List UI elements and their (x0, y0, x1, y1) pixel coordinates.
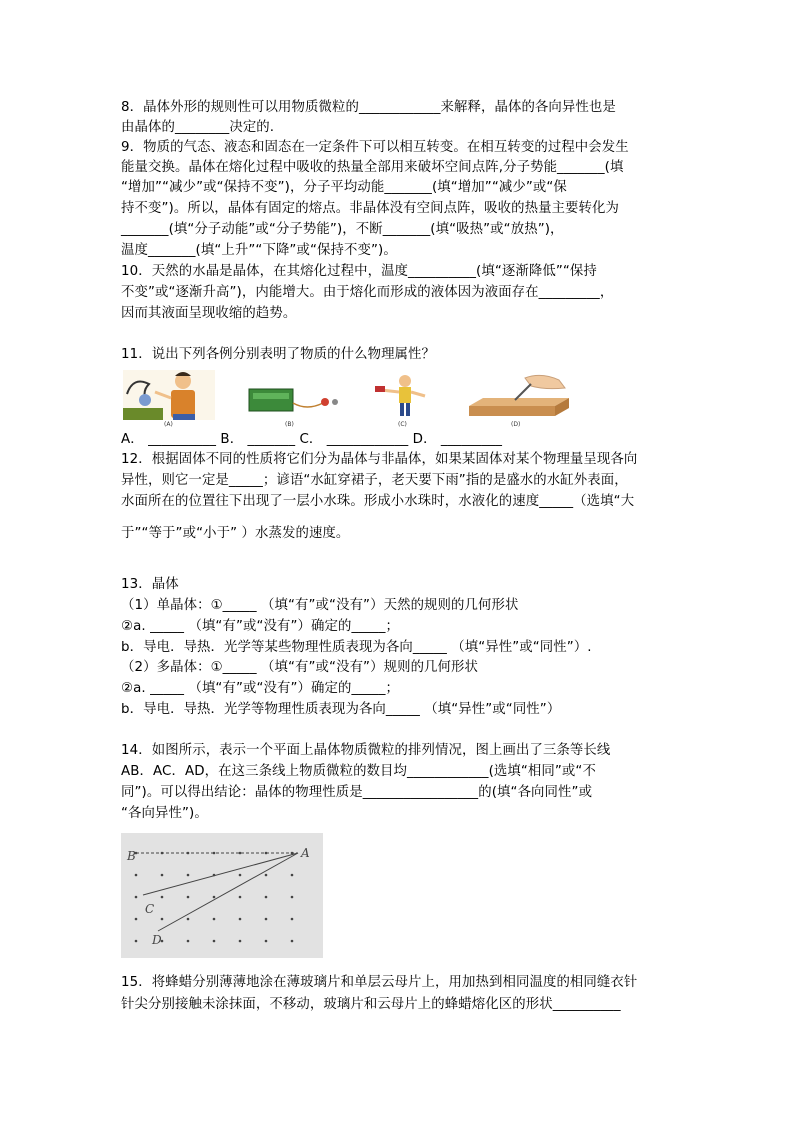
figure-a-caption: (A) (164, 421, 173, 428)
q13-line-5: ②a. _____ （填“有”或“没有”）确定的_____； (121, 681, 399, 696)
figure-d-caption: (D) (511, 421, 521, 428)
q13-line-6: b．导电．导热．光学等物理性质表现为各向_____ （填“异性”或“同性”） (121, 702, 561, 717)
figure-c-caption: (C) (398, 421, 407, 428)
q9-line-1: 9．物质的气态、液态和固态在一定条件下可以相互转变。在相互转变的过程中会发生 (121, 140, 629, 155)
q12-line-1: 12．根据固体不同的性质将它们分为晶体与非晶体，如果某固体对某个物理量呈现各向 (121, 452, 638, 467)
q11-title: 11．说出下列各例分别表明了物质的什么物理属性？ (121, 347, 436, 362)
q9-line-3: “增加”“减少”或“保持不变”)，分子平均动能_______(填“增加”“减少”或“保 (121, 180, 567, 195)
q14-line-3: 同”)。可以得出结论：晶体的物理性质是_________________的(填“各向同性”或 (121, 785, 593, 800)
q13-line-1: （1）单晶体：①_____ （填“有”或“没有”）天然的规则的几何形状 (121, 598, 519, 613)
q8-line-2: 由晶体的________决定的. (121, 120, 275, 135)
q10-line-3: 因而其液面呈现收缩的趋势。 (121, 306, 297, 321)
figure-b-circuit-image (243, 383, 341, 417)
q10-line-1: 10．天然的水晶是晶体，在其熔化过程中，温度__________(填“逐渐降低”“保持 (121, 264, 597, 279)
figure-a-bending-image (123, 370, 215, 420)
figure-b-caption: (B) (285, 421, 294, 428)
q14-line-2: AB．AC．AD，在这三条线上物质微粒的数目均____________(选填“相同”或“不 (121, 764, 596, 779)
q12-line-4: 于”“等于”或“小于” ）水蒸发的速度。 (121, 526, 350, 541)
q8-line-1: 8．晶体外形的规则性可以用物质微粒的____________来解释，晶体的各向异性也是 (121, 100, 616, 115)
q15-line-1: 15．将蜂蜡分别薄薄地涂在薄玻璃片和单层云母片上，用加热到相同温度的相同缝衣针 (121, 975, 638, 990)
q9-line-5: _______(填“分子动能”或“分子势能”)，不断_______(填“吸热”或“放热”)， (121, 222, 564, 237)
label-c: C (145, 902, 155, 916)
lattice-figure (121, 833, 323, 958)
label-b: B (127, 849, 136, 863)
label-a: A (301, 846, 310, 860)
q11-answer-blanks: A． __________ B． _______ C． ____________ D． _________ (121, 432, 503, 447)
q12-line-3: 水面所在的位置往下出现了一层小水珠。形成小水珠时，水液化的速度_____（选填“大 (121, 494, 635, 509)
q9-line-4: 持不变”)。所以，晶体有固定的熔点。非晶体没有空间点阵，吸收的热量主要转化为 (121, 201, 620, 216)
q9-line-2: 能量交换。晶体在熔化过程中吸收的热量全部用来破坏空间点阵,分子势能_______(填 (121, 160, 624, 175)
q10-line-2: 不变”或“逐渐升高”)，内能增大。由于熔化而形成的液体因为液面存在_________， (121, 285, 614, 300)
q13-title: 13．晶体 (121, 577, 179, 592)
q9-line-6: 温度_______(填“上升”“下降”或“保持不变”)。 (121, 243, 397, 258)
q14-line-4: “各向异性”)。 (121, 806, 208, 821)
q14-line-1: 14．如图所示，表示一个平面上晶体物质微粒的排列情况，图上画出了三条等长线 (121, 743, 611, 758)
q13-line-2: ②a. _____ （填“有”或“没有”）确定的_____； (121, 619, 399, 634)
q15-line-2: 针尖分别接触未涂抹面，不移动，玻璃片和云母片上的蜂蜡熔化区的形状__________ (121, 997, 621, 1012)
q13-line-4: （2）多晶体：①_____ （填“有”或“没有”）规则的几何形状 (121, 660, 479, 675)
label-d: D (152, 933, 162, 947)
figure-d-scratch-image (465, 372, 573, 420)
q12-line-2: 异性，则它一定是_____；谚语“水缸穿裙子，老天要下雨”指的是盛水的水缸外表面， (121, 473, 628, 488)
q13-line-3: b．导电．导热．光学等某些物理性质表现为各向_____ （填“异性”或“同性”）. (121, 640, 592, 655)
figure-c-person-image (375, 374, 431, 418)
